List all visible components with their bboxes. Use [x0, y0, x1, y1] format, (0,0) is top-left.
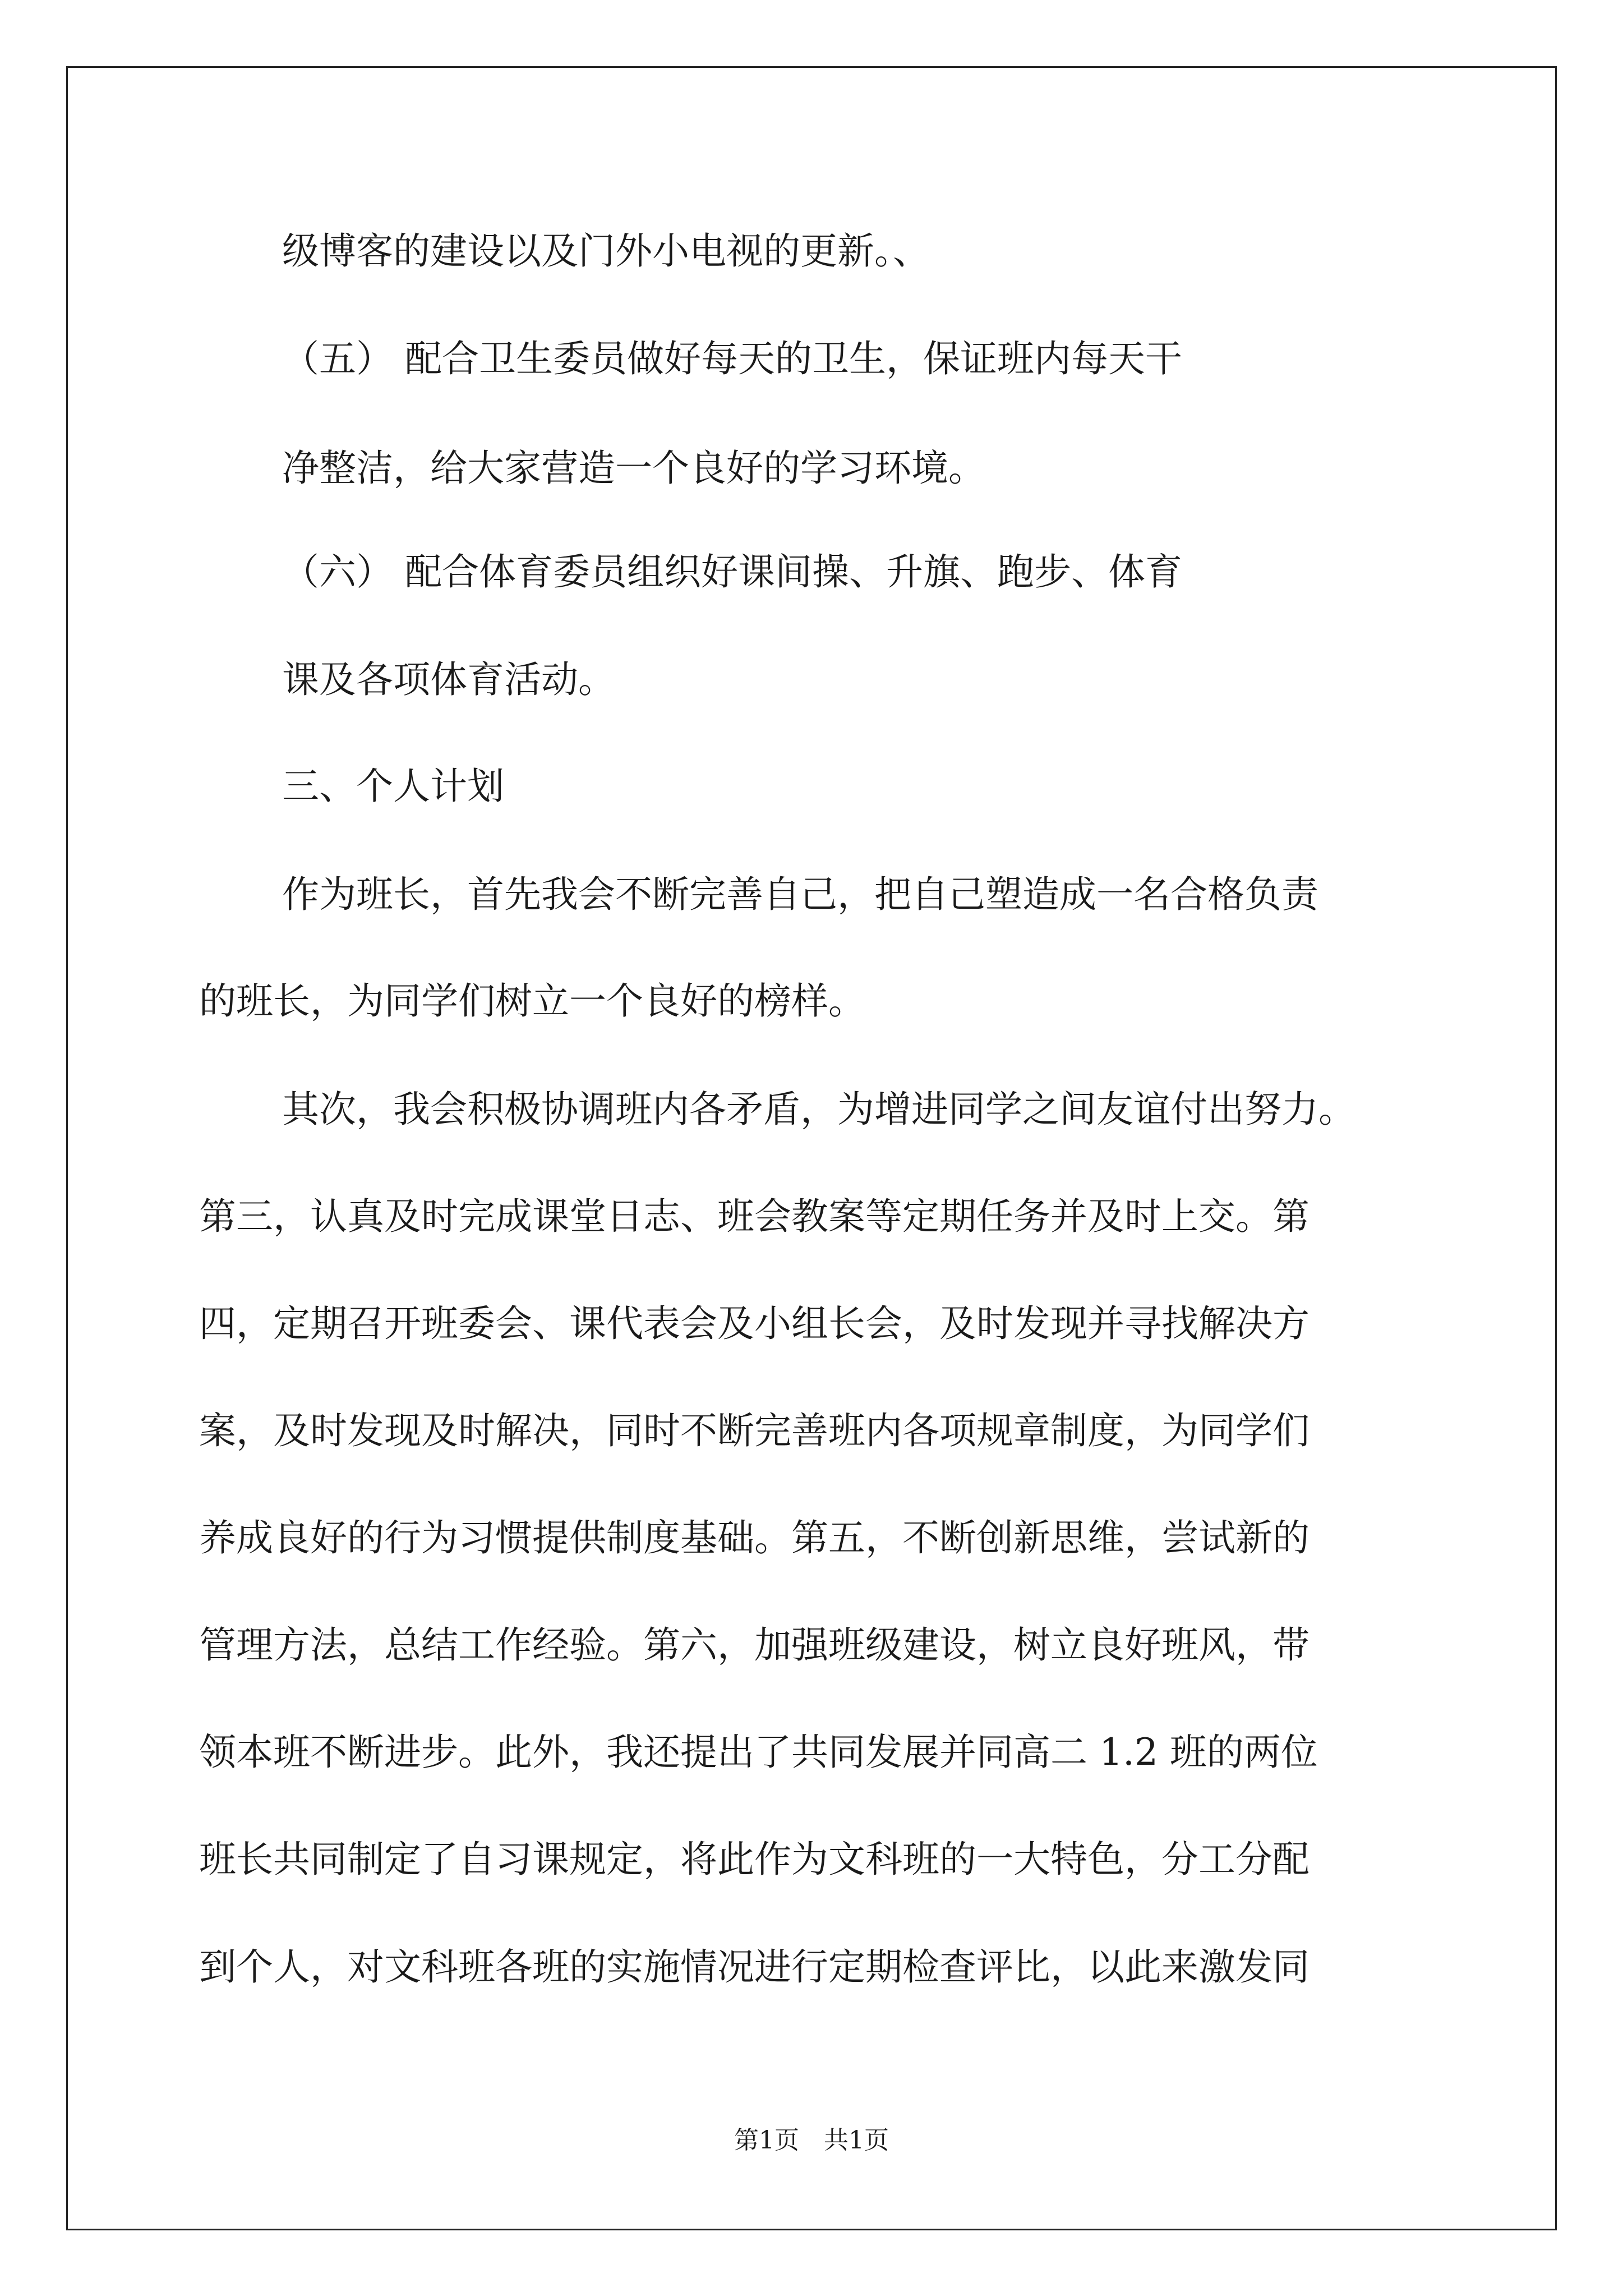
page-border	[66, 66, 1557, 2230]
text-line: 到个人，对文科班各班的实施情况进行定期检查评比，以此来激发同	[199, 1945, 1310, 1989]
text-line: 级博客的建设以及门外小电视的更新。、	[282, 229, 930, 273]
page-footer: 第1页 共1页	[734, 2126, 889, 2155]
text-line: 管理方法，总结工作经验。第六，加强班级建设，树立良好班风，带	[199, 1623, 1310, 1667]
text-line: 的班长，为同学们树立一个良好的榜样。	[199, 979, 865, 1023]
text-line: 四，定期召开班委会、课代表会及小组长会，及时发现并寻找解决方	[199, 1302, 1310, 1345]
text-line: 其次，我会积极协调班内各矛盾，为增进同学之间友谊付出努力。	[282, 1088, 1355, 1131]
text-line: （六） 配合体育委员组织好课间操、升旗、跑步、体育	[282, 550, 1182, 593]
text-line: 净整洁，给大家营造一个良好的学习环境。	[282, 447, 985, 490]
section-heading: 三、个人计划	[282, 765, 504, 808]
text-line: （五） 配合卫生委员做好每天的卫生，保证班内每天干	[282, 337, 1182, 380]
text-line: 领本班不断进步。此外，我还提出了共同发展并同高二 1.2 班的两位	[199, 1731, 1318, 1774]
text-line: 作为班长，首先我会不断完善自己，把自己塑造成一名合格负责	[282, 873, 1318, 916]
text-line: 第三，认真及时完成课堂日志、班会教案等定期任务并及时上交。第	[199, 1195, 1310, 1238]
text-line: 养成良好的行为习惯提供制度基础。第五，不断创新思维，尝试新的	[199, 1516, 1310, 1559]
text-line: 课及各项体育活动。	[282, 658, 615, 701]
text-line: 案，及时发现及时解决，同时不断完善班内各项规章制度，为同学们	[199, 1409, 1310, 1452]
text-line: 班长共同制定了自习课规定，将此作为文科班的一大特色，分工分配	[199, 1838, 1310, 1881]
